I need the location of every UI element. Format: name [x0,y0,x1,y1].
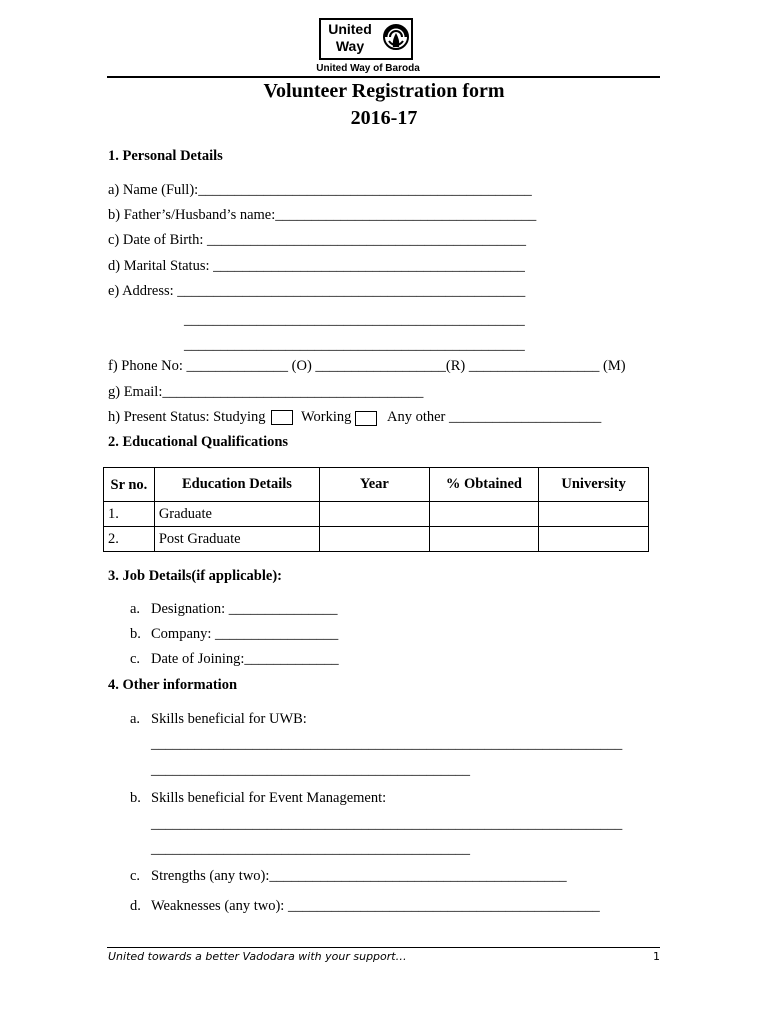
company-field[interactable]: Company: _________________ [151,626,339,642]
united-way-logo [319,18,413,60]
row-sr: 2. [104,527,155,552]
footer-divider [107,947,660,948]
form-title: Volunteer Registration form [263,80,505,102]
percent-cell[interactable] [429,527,539,552]
skills-event-label: Skills beneficial for Event Management: [151,790,387,806]
skills-uwb-line-1[interactable]: _________________________________________________________________ [151,736,623,752]
logo-wordmark [325,21,375,55]
col-education-details: Education Details [154,468,319,502]
skills-event-marker: b. [130,790,141,806]
designation-field[interactable]: Designation: _______________ [151,601,338,617]
any-other-field[interactable]: Any other _____________________ [387,409,602,425]
col-university: University [539,468,649,502]
marital-status-field[interactable]: d) Marital Status: ___________________________________________ [108,258,525,274]
skills-uwb-label: Skills beneficial for UWB: [151,711,307,727]
skills-event-line-2[interactable]: ____________________________________________ [151,841,470,857]
table-row [104,527,649,552]
section-education-heading: 2. Educational Qualifications [108,434,289,450]
section-personal-heading: 1. Personal Details [108,148,223,164]
name-field[interactable]: a) Name (Full):______________________________________________ [108,182,532,198]
section-other-heading: 4. Other information [108,677,238,693]
date-of-joining-field[interactable]: Date of Joining:_____________ [151,651,339,667]
joining-date-marker: c. [130,651,141,667]
education-table [103,467,649,552]
hand-rainbow-icon [383,23,409,55]
year-cell[interactable] [320,527,429,552]
col-percent-obtained: % Obtained [429,468,539,502]
address-line-2[interactable]: _______________________________________________ [184,312,525,328]
skills-uwb-marker: a. [130,711,141,727]
phone-field[interactable]: f) Phone No: ______________ (O) __________________(R) __________________ (M) [108,358,626,374]
address-line-3[interactable]: _______________________________________________ [184,337,525,353]
company-marker: b. [130,626,141,642]
table-row [104,502,649,527]
date-of-birth-field[interactable]: c) Date of Birth: ____________________________________________ [108,232,527,248]
strengths-marker: c. [130,868,141,884]
logo-line-2: Way [335,38,365,54]
strengths-field[interactable]: Strengths (any two):_________________________________________ [151,868,567,884]
studying-checkbox[interactable] [271,410,293,425]
designation-marker: a. [130,601,141,617]
weaknesses-field[interactable]: Weaknesses (any two): ___________________________________________ [151,898,600,914]
section-job-heading: 3. Job Details(if applicable): [108,568,282,584]
present-status-label: h) Present Status: Studying [108,409,266,425]
form-year: 2016-17 [350,107,418,129]
row-detail: Post Graduate [154,527,319,552]
working-checkbox[interactable] [355,411,377,426]
footer-tagline: United towards a better Vadodara with your support… [108,950,407,963]
organization-name: United Way of Baroda [316,63,420,74]
percent-cell[interactable] [429,502,539,527]
father-husband-name-field[interactable]: b) Father’s/Husband’s name:____________________________________ [108,207,537,223]
address-field[interactable]: e) Address: ________________________________________________ [108,283,526,299]
year-cell[interactable] [320,502,429,527]
table-header-row [104,468,649,502]
page-number: 1 [653,950,660,963]
email-field[interactable]: g) Email:____________________________________ [108,384,424,400]
skills-uwb-line-2[interactable]: ____________________________________________ [151,762,470,778]
logo-line-1: United [328,21,372,37]
row-detail: Graduate [154,502,319,527]
skills-event-line-1[interactable]: _________________________________________________________________ [151,816,623,832]
col-year: Year [320,468,429,502]
row-sr: 1. [104,502,155,527]
col-sr-no: Sr no. [104,468,155,502]
university-cell[interactable] [539,527,649,552]
working-label: Working [301,409,352,425]
header-divider [107,76,660,78]
weaknesses-marker: d. [130,898,141,914]
university-cell[interactable] [539,502,649,527]
